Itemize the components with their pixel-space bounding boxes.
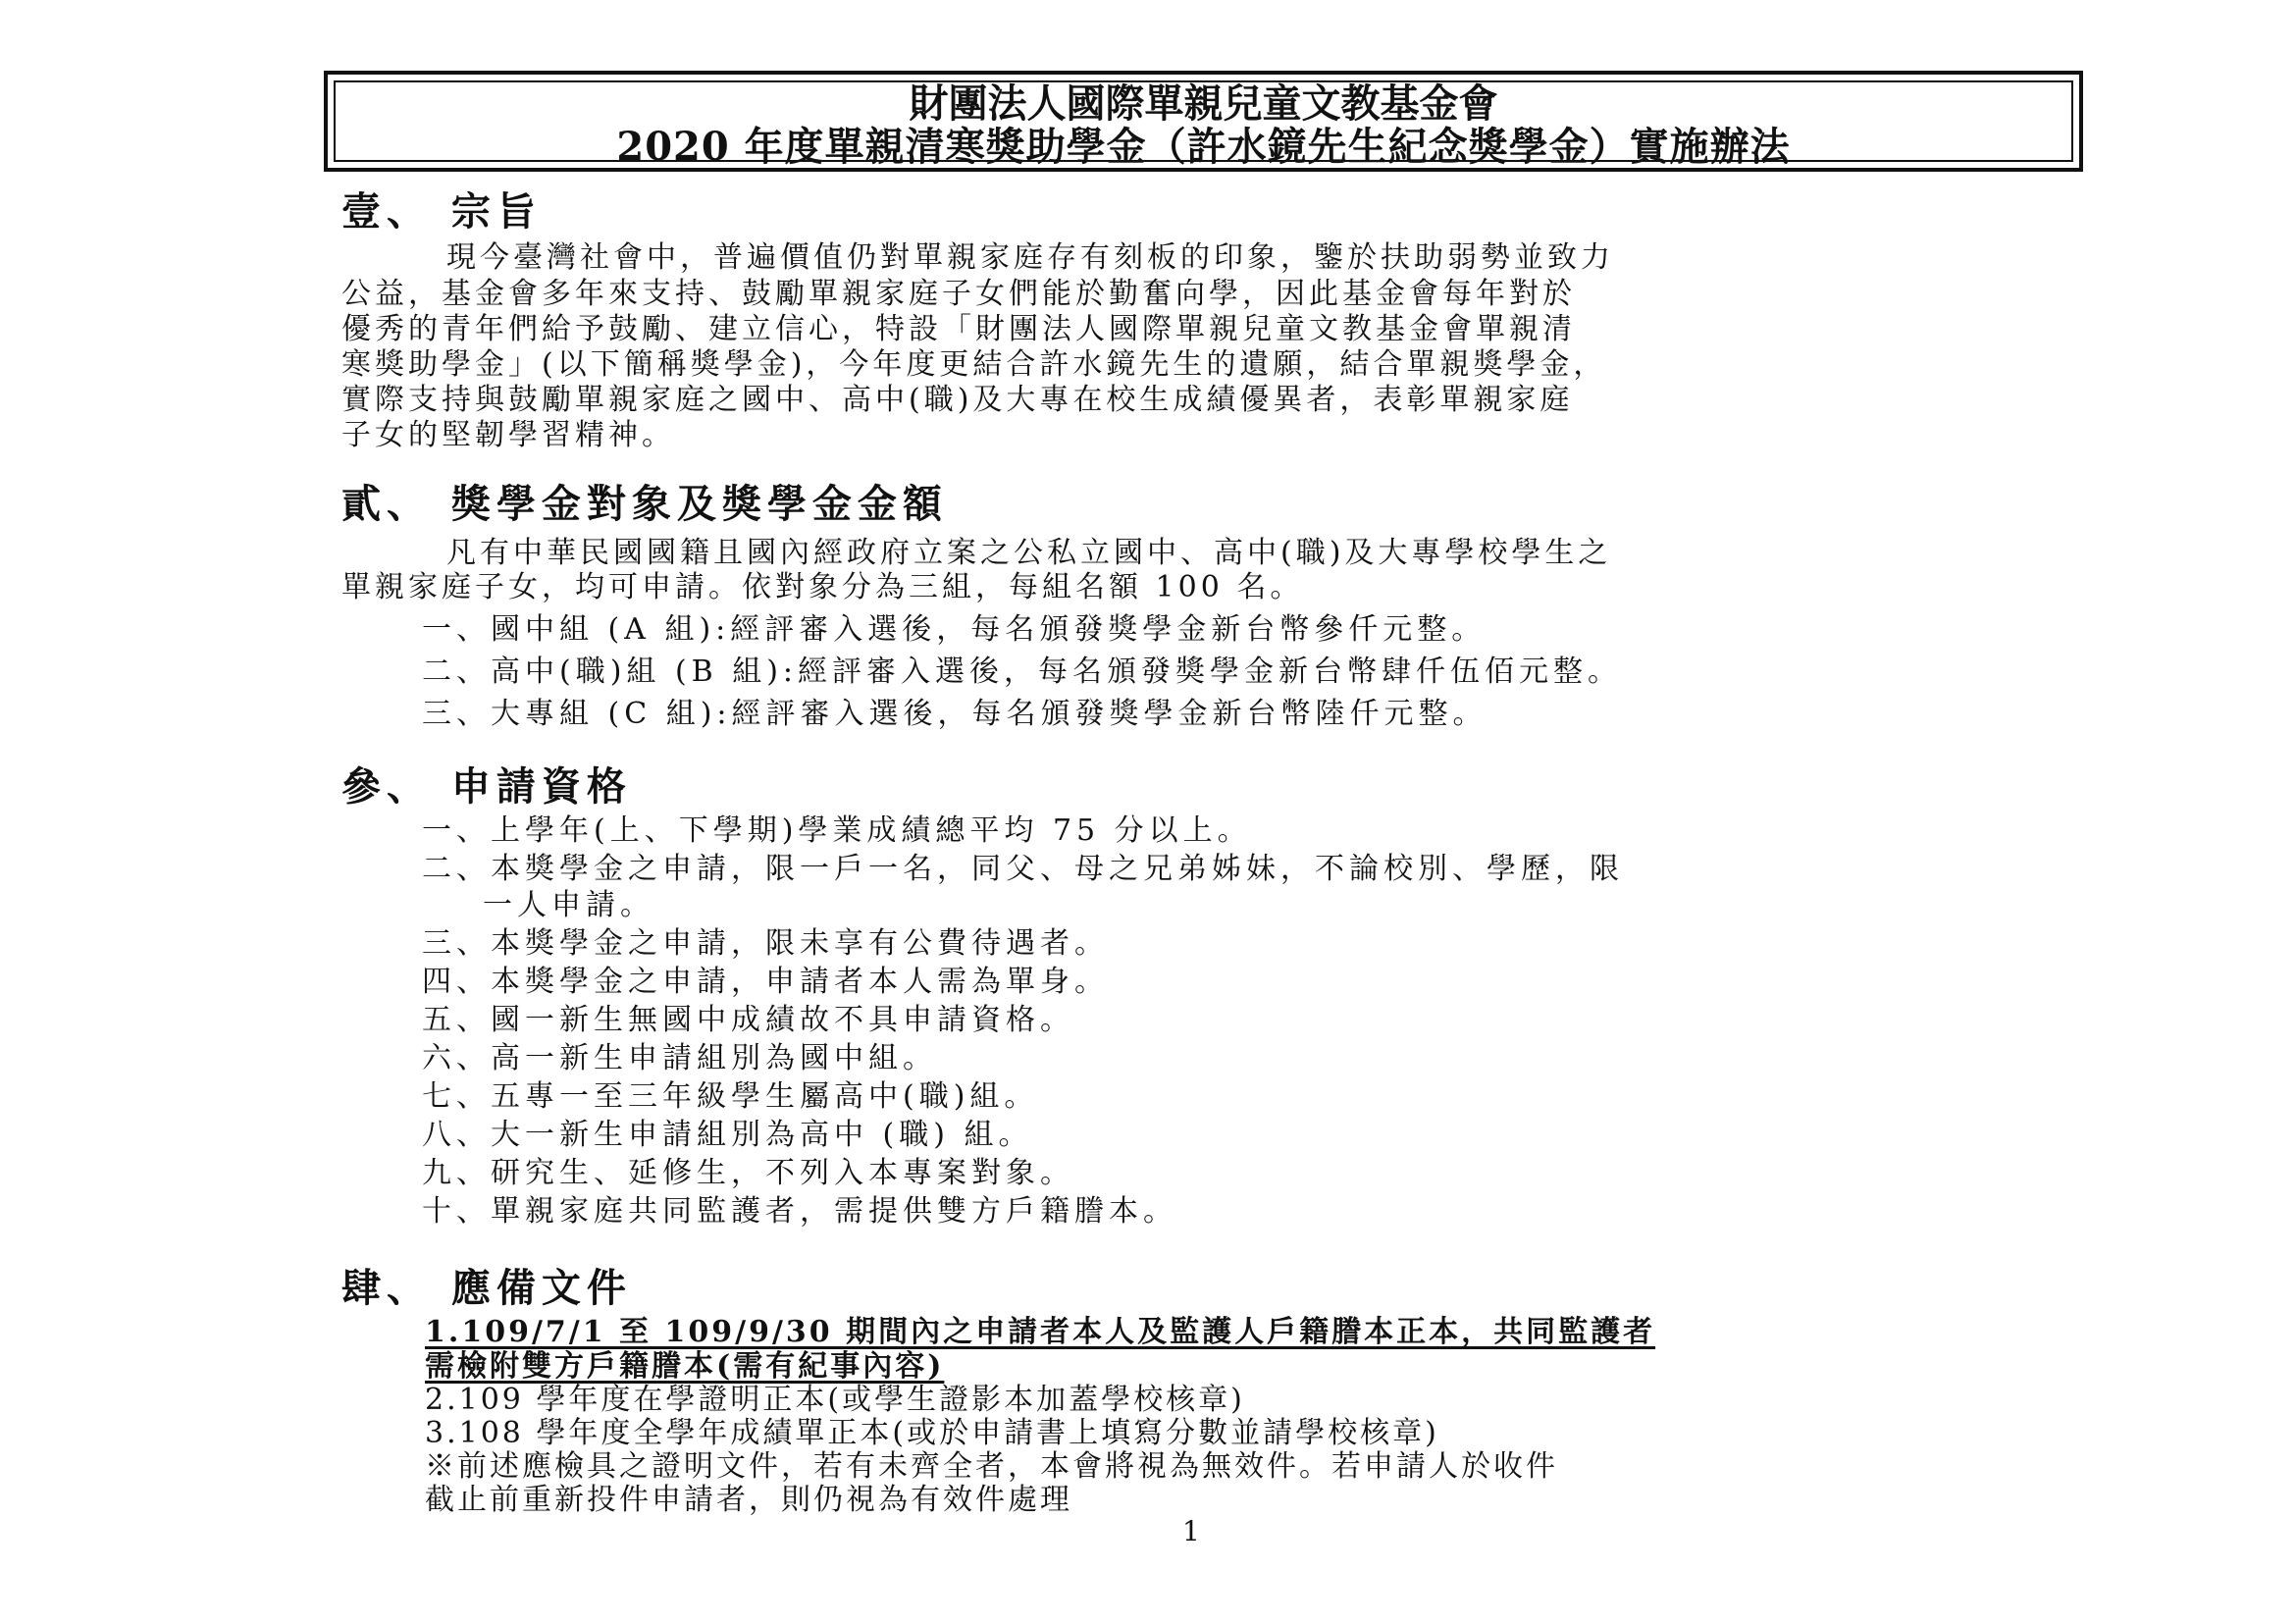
- title-line-1: 財團法人國際單親兒童文教基金會: [909, 80, 1498, 127]
- section-4-item: 需檢附雙方戶籍謄本(需有紀事內容): [425, 1349, 945, 1384]
- section-3-item: 七、五專一至三年級學生屬高中(職)組。: [422, 1079, 1039, 1114]
- section-1-line: 實際支持與鼓勵單親家庭之國中、高中(職)及大專在校生成績優異者，表彰單親家庭: [341, 383, 1574, 417]
- section-4-item: 截止前重新投件申請者，則仍視為有效件處理: [425, 1483, 1072, 1517]
- section-2-item: 二、高中(職)組 (B 組):經評審入選後，每名頒發獎學金新台幣肆仟伍佰元整。: [422, 654, 1623, 689]
- section-1-heading: 壹、 宗旨: [341, 188, 542, 235]
- section-4-heading: 肆、 應備文件: [341, 1265, 632, 1311]
- section-3-item: 八、大一新生申請組別為高中 (職) 組。: [422, 1118, 1033, 1152]
- section-4-item: ※前述應檢具之證明文件，若有未齊全者，本會將視為無效件。若申請人於收件: [425, 1449, 1558, 1484]
- section-4-item: 2.109 學年度在學證明正本(或學生證影本加蓋學校核章): [425, 1383, 1245, 1417]
- section-2-line: 單親家庭子女，均可申請。依對象分為三組，每組名額 100 名。: [341, 570, 1304, 604]
- section-3-item: 三、本獎學金之申請，限未享有公費待遇者。: [422, 926, 1109, 961]
- section-2-heading: 貳、 獎學金對象及獎學金金額: [341, 481, 948, 527]
- section-1-line: 公益，基金會多年來支持、鼓勵單親家庭子女們能於勤奮向學，因此基金會每年對於: [341, 277, 1576, 311]
- section-3-item: 一人申請。: [483, 888, 654, 922]
- section-3-item: 一、上學年(上、下學期)學業成績總平均 75 分以上。: [422, 813, 1252, 848]
- section-3-item: 九、研究生、延修生，不列入本專案對象。: [422, 1156, 1074, 1190]
- page-number: 1: [1182, 1515, 1200, 1547]
- section-2-item: 三、大專組 (C 組):經評審入選後，每名頒發獎學金新台幣陸仟元整。: [422, 697, 1487, 731]
- section-3-item: 五、國一新生無國中成績故不具申請資格。: [422, 1003, 1074, 1037]
- section-3-heading: 參、 申請資格: [341, 763, 632, 810]
- section-1-line: 優秀的青年們給予鼓勵、建立信心，特設「財團法人國際單親兒童文教基金會單親清: [341, 312, 1576, 346]
- section-3-item: 四、本獎學金之申請，申請者本人需為單身。: [422, 965, 1109, 999]
- section-1-line: 子女的堅韌學習精神。: [341, 418, 675, 452]
- section-3-item: 十、單親家庭共同監護者，需提供雙方戶籍謄本。: [422, 1194, 1177, 1229]
- section-1-line: 寒獎助學金」(以下簡稱獎學金)，今年度更結合許水鏡先生的遺願，結合單親獎學金，: [341, 347, 1607, 382]
- title-line-2: 2020 年度單親清寒獎助學金（許水鏡先生紀念獎學金）實施辦法: [616, 124, 1791, 170]
- section-3-item: 六、高一新生申請組別為國中組。: [422, 1041, 937, 1075]
- section-2-line: 凡有中華民國國籍且國內經政府立案之公私立國中、高中(職)及大專學校學生之: [446, 536, 1612, 570]
- section-3-item: 二、本獎學金之申請，限一戶一名，同父、母之兄弟姊妹，不論校別、學歷，限: [422, 852, 1624, 886]
- section-4-item: 3.108 學年度全學年成績單正本(或於申請書上填寫分數並請學校核章): [425, 1416, 1439, 1450]
- title-box: [324, 71, 2083, 172]
- section-1-line: 現今臺灣社會中，普遍價值仍對單親家庭存有刻板的印象，鑒於扶助弱勢並致力: [446, 240, 1614, 275]
- section-2-item: 一、國中組 (A 組):經評審入選後，每名頒發獎學金新台幣參仟元整。: [422, 612, 1487, 647]
- section-4-item: 1.109/7/1 至 109/9/30 期間內之申請者本人及監護人戶籍謄本正本，共同監護者: [425, 1315, 1656, 1349]
